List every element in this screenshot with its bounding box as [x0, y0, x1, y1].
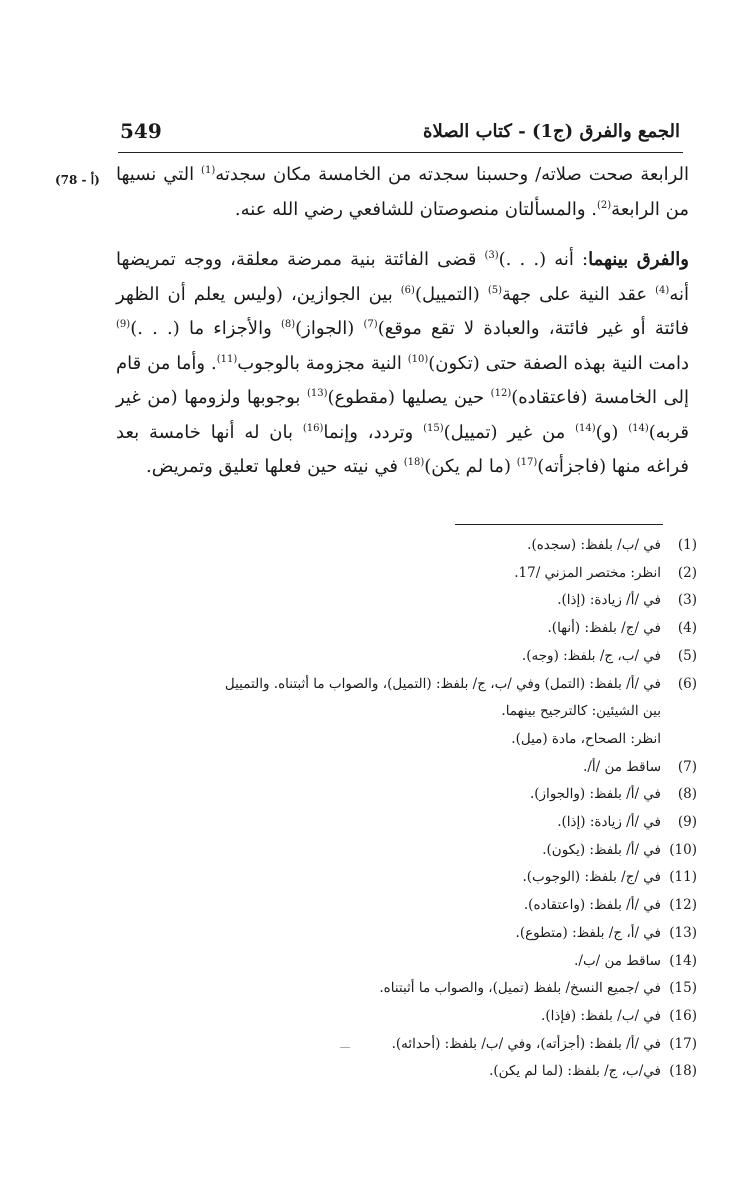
footnote	[97, 560, 697, 588]
text-span: وتردد، وإنما	[323, 421, 424, 443]
text-span: من غير (تمييل)	[443, 421, 576, 443]
footnote-number: (14)	[669, 952, 697, 969]
footnote-ref-6[interactable]: (6)	[400, 284, 415, 296]
footnote	[97, 864, 697, 892]
footnote-ref-9[interactable]: (9)	[116, 319, 131, 330]
footnote-text-line: انظر: الصحاح، مادة (ميل).	[511, 730, 661, 747]
footnote-ref-10[interactable]: (10)	[407, 353, 429, 365]
page-number: 549	[120, 119, 162, 143]
text-span: النية مجزومة بالوجوب	[237, 352, 408, 374]
footnote-text: ساقط من /ب/.	[574, 952, 661, 969]
footnote-ref-4[interactable]: (4)	[655, 284, 670, 296]
footnote-number: (1)	[677, 537, 697, 553]
footnote	[97, 754, 697, 782]
footnote	[97, 671, 697, 754]
footnote	[97, 1031, 697, 1059]
footnote-text: في /أ/ بلفظ: (التمل) وفي /ب، ج/ بلفظ: (التميل)، والصواب ما أثبتناه. والتمييل	[224, 675, 661, 692]
footnote-text: في /أ/ بلفظ: (واعتقاده).	[523, 897, 661, 914]
footnote	[97, 920, 697, 948]
footnote-text: في /أ/ بلفظ: (يكون).	[542, 841, 661, 858]
footnote-text: انظر: مختصر المزني /17.	[514, 564, 661, 581]
footnote-ref-17[interactable]: (17)	[516, 457, 538, 468]
footnote-text-line: بين الشيئين: كالترجيح بينهما.	[501, 703, 661, 720]
footnote-text: في /ب/ بلفظ: (سجده).	[527, 537, 661, 553]
text-span: قضى الفائتة بنية ممرضة معلقة، ووجه تمريضها أنه	[116, 249, 689, 305]
footnote-number: (2)	[677, 564, 697, 581]
paragraph-1	[116, 158, 689, 227]
footnote-text: في /ج/ بلفظ: (الوجوب).	[522, 869, 661, 886]
text-span: التي نسيها من الرابعة	[116, 164, 689, 220]
footnote-number: (4)	[677, 620, 697, 637]
text-span: في نيته حين فعلها تعليق وتمريض.	[146, 456, 404, 477]
footnote-ref-14[interactable]: (14)	[628, 422, 649, 434]
text-span: عقد النية على جهة	[502, 283, 656, 305]
text-span: دامت النية بهذه الصفة حتى (تكون)	[428, 352, 689, 374]
footnote-divider	[455, 524, 663, 525]
footnote-ref-11[interactable]: (11)	[216, 353, 238, 365]
footnote-ref-2[interactable]: (2)	[596, 199, 612, 211]
text-span: حين يصليها (مقطوع)	[327, 387, 491, 408]
footnote	[97, 781, 697, 809]
footnote-number: (11)	[669, 869, 697, 886]
footnote-number: (5)	[677, 647, 697, 664]
text-span: . وأما من قام إلى الخامسة (فاعتقاده)	[116, 352, 690, 408]
footnote-number: (18)	[669, 1063, 697, 1080]
footnote-ref-8[interactable]: (8)	[280, 319, 296, 330]
footnote	[97, 975, 697, 1003]
text-span: (الجواز)	[295, 318, 364, 339]
footnote-number: (13)	[669, 924, 697, 941]
manuscript-folio-reference: (78 - أ)	[55, 173, 100, 187]
footnote-text: في/ب، ج/ بلفظ: (لما لم يكن).	[489, 1063, 661, 1080]
footnote-ref-12[interactable]: (12)	[490, 388, 512, 399]
footnote-ref-16[interactable]: (16)	[302, 422, 324, 434]
footnote-text: في /جميع النسخ/ بلفظ (تميل)، والصواب ما أثبتناه.	[379, 980, 661, 997]
footnote-ref-14[interactable]: (14)	[575, 422, 596, 434]
footnote-ref-15[interactable]: (15)	[423, 422, 444, 434]
text-span: . والمسألتان منصوصتان للشافعي رضي الله عنه.	[234, 198, 597, 220]
text-span: : أنه (. . .)	[498, 249, 589, 270]
text-span: (التمييل)	[414, 283, 488, 305]
footnote-ref-3[interactable]: (3)	[484, 250, 499, 261]
text-span: بان له أنها خامسة بعد فراغه منها (فاجزأته)	[116, 421, 689, 477]
footnote-number: (17)	[669, 1035, 697, 1052]
text-span: الرابعة صحت صلاته/ وحسبنا سجدته من الخامسة مكان سجدته	[215, 164, 689, 185]
paragraph-lead: والفرق بينهما	[588, 249, 689, 270]
footnote-ref-1[interactable]: (1)	[201, 165, 216, 176]
text-span: (و)	[595, 421, 629, 443]
footnote	[97, 615, 697, 643]
paragraph-2	[116, 243, 689, 485]
footnote-text-block	[97, 671, 661, 754]
footnote	[97, 532, 697, 560]
footnote-text: في /أ/ زيادة: (إذا).	[557, 814, 661, 831]
footnote-ref-5[interactable]: (5)	[487, 284, 502, 296]
footnote-number: (7)	[677, 758, 697, 775]
footnote-text: ساقط من /أ/.	[583, 758, 661, 775]
footnote-text: في /ب، ج/ بلفظ: (وجه).	[521, 647, 661, 664]
footnote	[97, 837, 697, 865]
footnote	[97, 892, 697, 920]
footnote-number: (12)	[669, 897, 697, 914]
page-header	[120, 117, 680, 151]
main-text	[116, 158, 689, 485]
footnote-text: في /ج/ بلفظ: (أنها).	[547, 620, 661, 637]
text-span: بوجوبها ولزومها (من غير قربه)	[116, 387, 689, 443]
footnote-text: في /ب/ بلفظ: (فإذا).	[541, 1007, 661, 1024]
footnote	[97, 643, 697, 671]
footnote-number: (9)	[677, 814, 697, 831]
header-divider	[118, 152, 683, 153]
footnote-text: في /أ/ زيادة: (إذا).	[557, 592, 661, 609]
footnote	[97, 1003, 697, 1031]
footnote-text: في /أ، ج/ بلفظ: (متطوع).	[515, 924, 661, 941]
text-span: (ما لم يكن)	[424, 456, 517, 477]
text-span: والأجزاء ما (. . .)	[130, 318, 281, 339]
footnote-number: (6)	[677, 675, 697, 692]
footnote-ref-7[interactable]: (7)	[363, 319, 378, 330]
footnote-text: في /أ/ بلفظ: (أجزأته)، وفي /ب/ بلفظ: (أحدائه).	[391, 1035, 661, 1052]
footnote-ref-18[interactable]: (18)	[403, 457, 425, 468]
footnote-number: (3)	[677, 592, 697, 609]
footnote-number: (10)	[669, 841, 697, 858]
footnote	[97, 1058, 697, 1086]
footnote	[97, 809, 697, 837]
bottom-dash	[340, 1047, 350, 1048]
footnote-number: (16)	[669, 1007, 697, 1024]
footnote-number: (15)	[669, 980, 697, 997]
footnote-text: في /أ/ بلفظ: (والجواز).	[529, 786, 661, 803]
footnote	[97, 587, 697, 615]
footnote-ref-13[interactable]: (13)	[306, 388, 328, 399]
footnote-number: (8)	[677, 786, 697, 803]
footnotes	[97, 532, 697, 1086]
text-span: بين الجوازين، (وليس يعلم أن الظهر فائتة أو غير فائتة، والعبادة لا تقع موقع)	[116, 283, 689, 339]
footnote	[97, 948, 697, 976]
running-title: الجمع والفرق (ج1) - كتاب الصلاة	[423, 121, 680, 142]
